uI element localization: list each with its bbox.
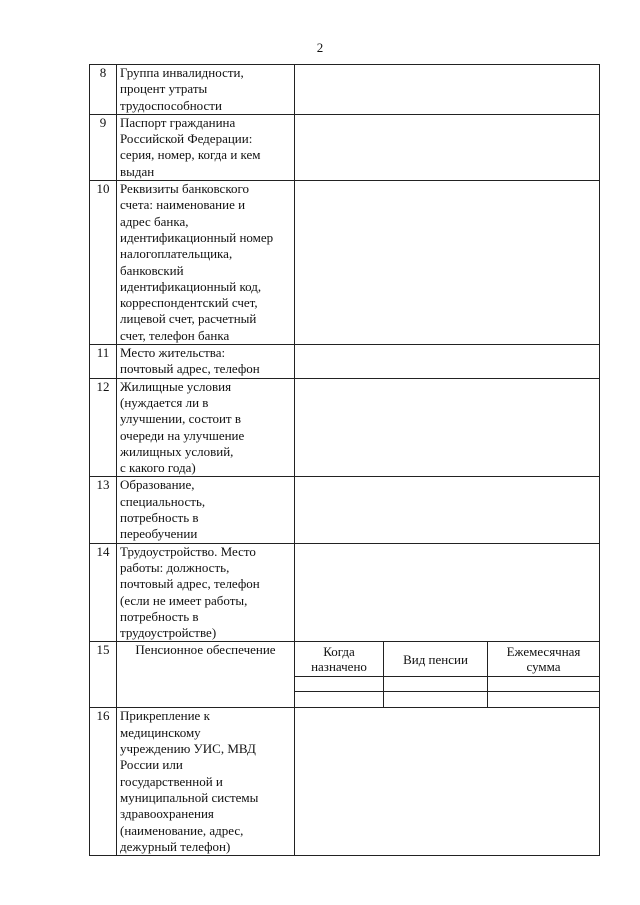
table-row (90, 708, 600, 856)
row-value-field[interactable] (295, 114, 600, 180)
row-number: 15 (90, 642, 117, 708)
row-value-field[interactable] (295, 345, 600, 379)
row-label: Прикрепление к медицинскому учреждению УИС, МВД России или государственной и муниципальной системы здравоохранения (наименование, адрес, дежурный телефон) (117, 708, 295, 856)
pension-subtable (295, 642, 599, 707)
pension-entry-row (295, 691, 599, 707)
table-row (90, 65, 600, 115)
header-pension-type: Вид пенсии (384, 642, 488, 676)
row-number: 8 (90, 65, 117, 115)
row-label: Трудоустройство. Место работы: должность, почтовый адрес, телефон (если не имеет работы, потребность в трудоустройстве) (117, 543, 295, 642)
pension-amount-field[interactable] (488, 676, 600, 691)
header-when-assigned: Когда назначено (295, 642, 384, 676)
row-label: Паспорт гражданина Российской Федерации: серия, номер, когда и кем выдан (117, 114, 295, 180)
row-number: 12 (90, 378, 117, 477)
row-number: 14 (90, 543, 117, 642)
row-label: Пенсионное обеспечение (117, 642, 295, 708)
row-label: Реквизиты банковского счета: наименование и адрес банка, идентификационный номер налогоплательщика, банковский идентификационный код, корреспондентский счет, лицевой счет, расчетный счет, телефон банка (117, 181, 295, 345)
row-value-field[interactable] (295, 708, 600, 856)
table-row (90, 181, 600, 345)
pension-header-row (295, 642, 599, 676)
table-row (90, 345, 600, 379)
pension-when-field[interactable] (295, 691, 384, 707)
pension-row (90, 642, 600, 708)
row-value-field[interactable] (295, 378, 600, 477)
row-value-field[interactable] (295, 181, 600, 345)
row-label: Образование, специальность, потребность в переобучении (117, 477, 295, 543)
pension-when-field[interactable] (295, 676, 384, 691)
table-row (90, 543, 600, 642)
row-number: 11 (90, 345, 117, 379)
questionnaire-table (89, 64, 600, 856)
row-number: 16 (90, 708, 117, 856)
row-number: 10 (90, 181, 117, 345)
pension-subtable-cell (295, 642, 600, 708)
table-row (90, 477, 600, 543)
row-label: Жилищные условия (нуждается ли в улучшении, состоит в очереди на улучшение жилищных условий, с какого года) (117, 378, 295, 477)
row-number: 9 (90, 114, 117, 180)
header-monthly-amount: Ежемесячная сумма (488, 642, 600, 676)
pension-type-field[interactable] (384, 691, 488, 707)
table-row (90, 378, 600, 477)
row-label: Место жительства: почтовый адрес, телефон (117, 345, 295, 379)
pension-amount-field[interactable] (488, 691, 600, 707)
row-value-field[interactable] (295, 477, 600, 543)
pension-type-field[interactable] (384, 676, 488, 691)
row-value-field[interactable] (295, 543, 600, 642)
row-label: Группа инвалидности, процент утраты трудоспособности (117, 65, 295, 115)
row-value-field[interactable] (295, 65, 600, 115)
table-row (90, 114, 600, 180)
page-number: 2 (316, 40, 324, 55)
pension-entry-row (295, 676, 599, 691)
row-number: 13 (90, 477, 117, 543)
